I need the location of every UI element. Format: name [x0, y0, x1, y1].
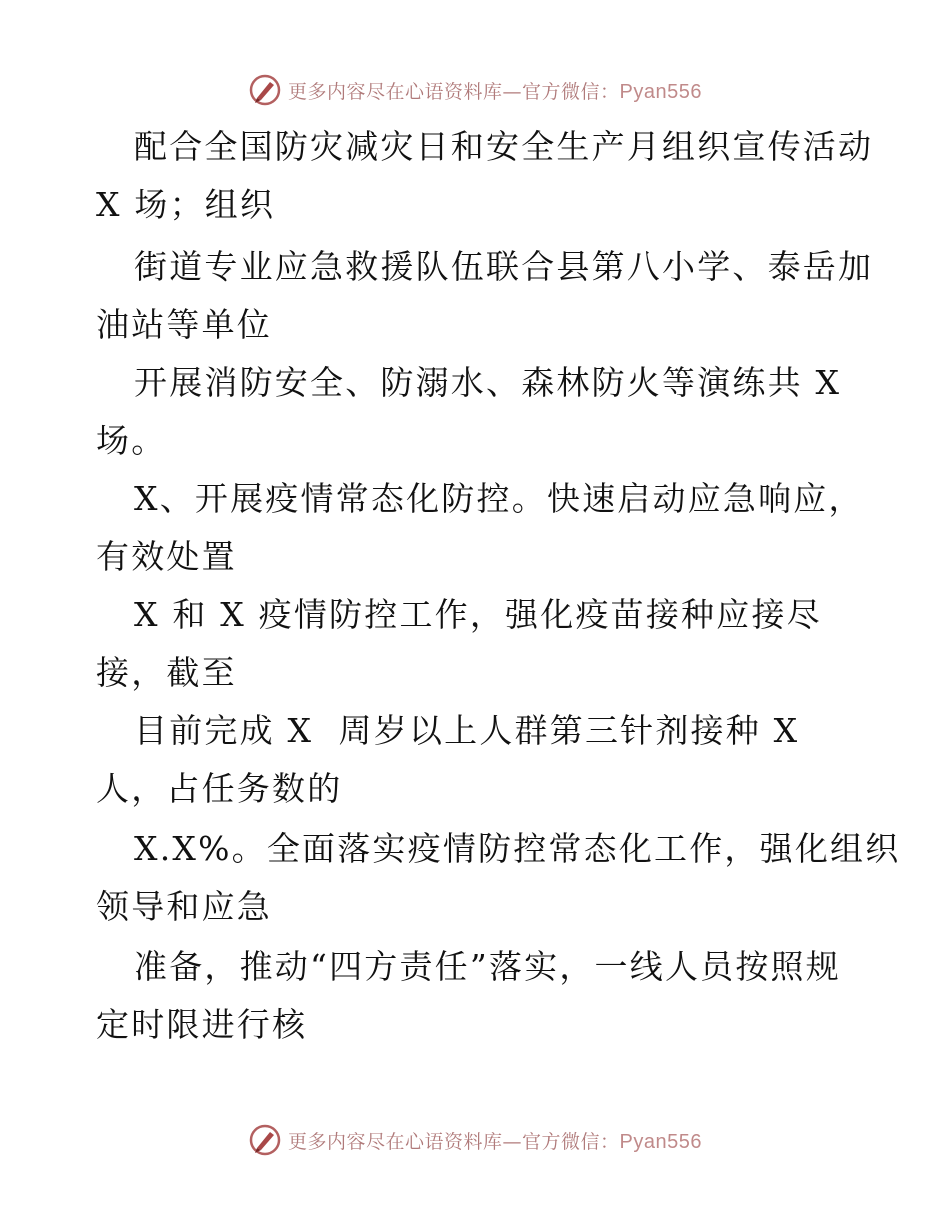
text-line: 领导和应急 — [96, 887, 272, 926]
pen-logo-icon — [248, 73, 282, 107]
text-line: 定时限进行核 — [96, 1005, 308, 1044]
text-line: 准备，推动“四方责任”落实，一线人员按照规 — [134, 947, 841, 986]
text-line: 场。 — [96, 421, 167, 460]
footer-watermark — [0, 1120, 950, 1160]
text-line: X、开展疫情常态化防控。快速启动应急响应， — [134, 479, 864, 518]
text-line: 配合全国防灾减灾日和安全生产月组织宣传活动 — [134, 127, 874, 166]
text-line: 街道专业应急救援队伍联合县第八小学、泰岳加 — [134, 247, 874, 286]
text-line: X 和 X 疫情防控工作，强化疫苗接种应接尽 — [134, 595, 822, 634]
watermark-text: 更多内容尽在心语资料库—官方微信：Pyan556 — [288, 1130, 702, 1153]
watermark-text: 更多内容尽在心语资料库—官方微信：Pyan556 — [288, 80, 702, 103]
text-line: 油站等单位 — [96, 305, 272, 344]
header-watermark — [0, 70, 950, 110]
pen-logo-icon — [248, 1123, 282, 1157]
text-line: X 场；组织 — [96, 185, 276, 224]
text-line: X.X%。全面落实疫情防控常态化工作，强化组织 — [134, 829, 901, 868]
text-line: 人，占任务数的 — [96, 769, 343, 808]
text-line: 有效处置 — [96, 537, 237, 576]
text-line: 目前完成 X 周岁以上人群第三针剂接种 X — [134, 711, 800, 750]
text-line: 开展消防安全、防溺水、森林防火等演练共 X — [134, 363, 842, 402]
text-line: 接，截至 — [96, 653, 237, 692]
